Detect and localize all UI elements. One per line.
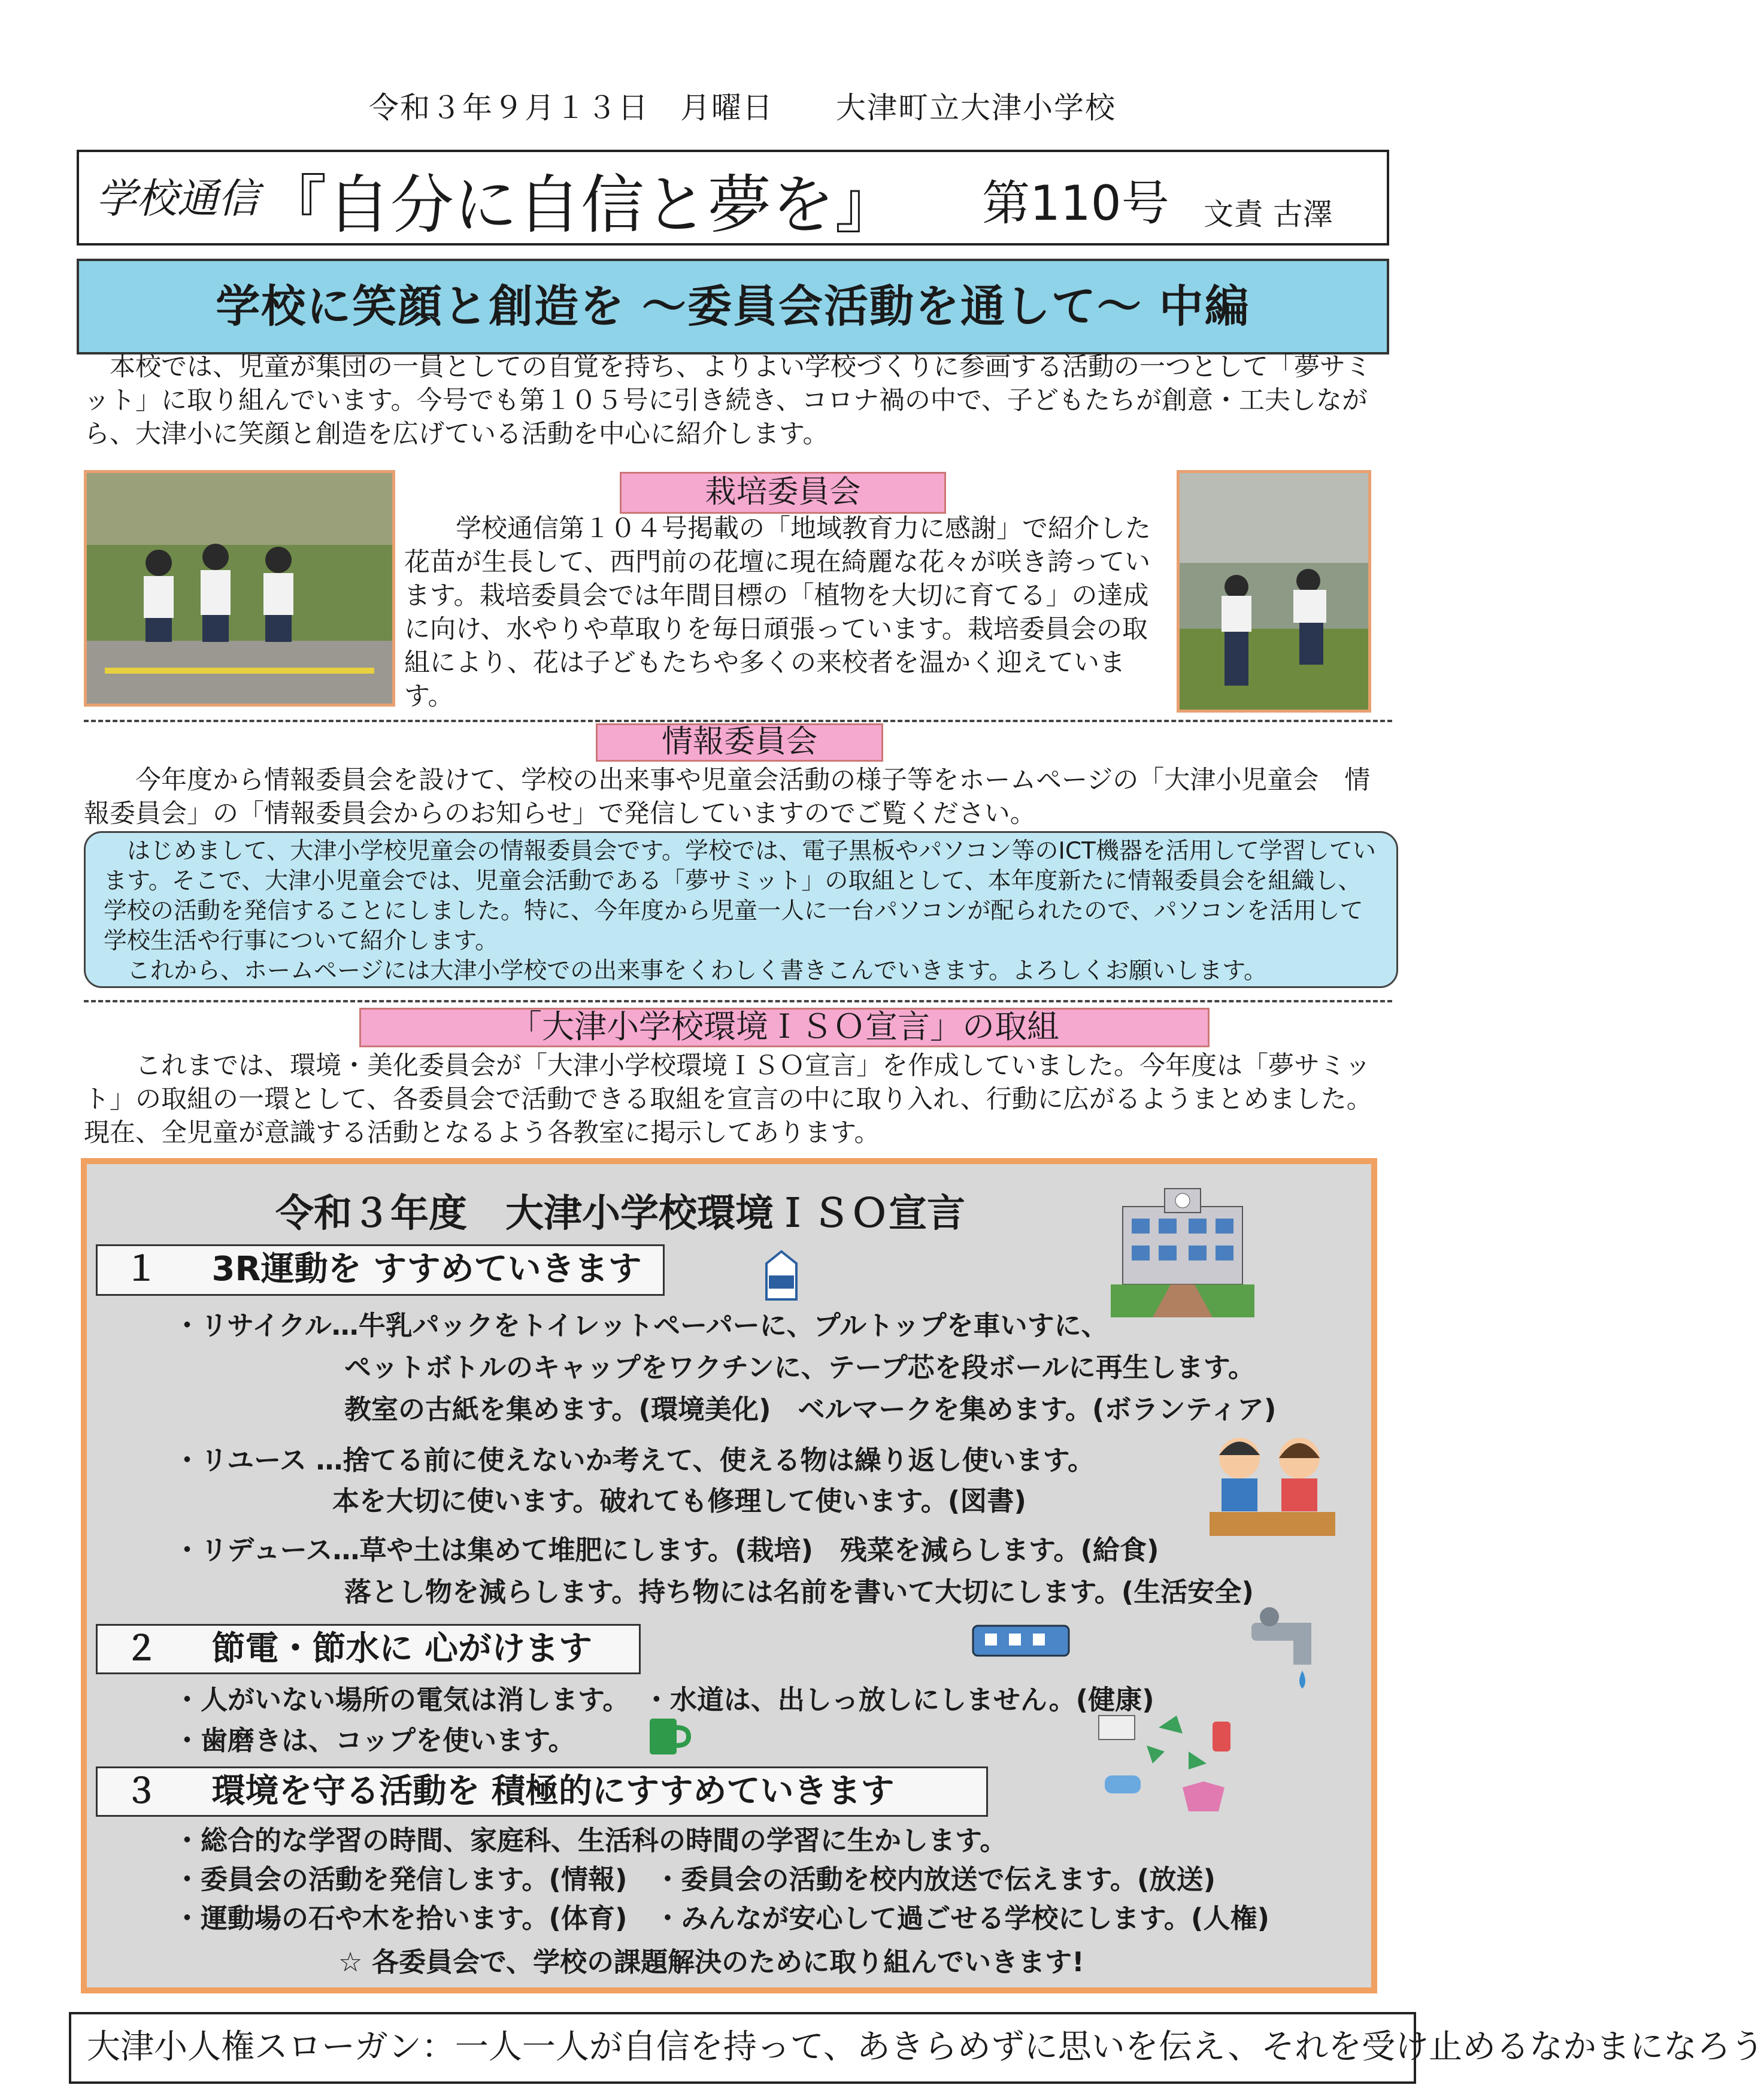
garden-photo-right xyxy=(1177,470,1371,713)
section-3-note: ☆ 各委員会で、学校の課題解決のために取り組んでいきます! xyxy=(338,1946,1084,1978)
school-building-icon xyxy=(1111,1183,1260,1323)
power-strip-icon xyxy=(970,1611,1072,1667)
iso-body: これまでは、環境・美化委員会が「大津小学校環境ＩＳＯ宣言」を作成していました。今年度は「夢サミット」の取組の一環として、各委員会で活動できる取組を宣言の中に取り入れ、行動に広がるようまとめました。現在、全児童が意識する活動となるよう各教室に掲示してあります。 xyxy=(84,1051,1372,1148)
section-3-line-3: ・運動場の石や木を拾います。(体育) ・みんなが安心して過ごせる学校にします。(人権) xyxy=(174,1902,1270,1934)
garden-photo-left xyxy=(84,470,395,707)
section-1-line-5: 本を大切に使います。破れても修理して使います。(図書) xyxy=(332,1485,1026,1517)
section-1-line-1: ・リサイクル…牛乳パックをトイレットペーパーに、プルトップを車いすに、 xyxy=(174,1310,1108,1341)
section-3-number: ３ xyxy=(125,1772,158,1811)
recycle-items-icon xyxy=(1093,1710,1248,1832)
section-divider xyxy=(84,1000,1392,1002)
iso-panel-heading: 令和３年度 大津小学校環境ＩＳＯ宣言 xyxy=(275,1192,965,1236)
iso-section-2-tab xyxy=(96,1624,641,1674)
issue-date: 令和３年９月１３日 月曜日 大津町立大津小学校 xyxy=(369,90,1116,125)
section-1-title: 3R運動を すすめていきます xyxy=(211,1250,642,1289)
human-rights-slogan: 大津小人権スローガン：一人一人が自信を持って、あきらめずに思いを伝え、それを受け止めるなかまになろう xyxy=(69,2012,1416,2084)
info-box-paragraph-1: はじめまして、大津小学校児童会の情報委員会です。学校では、電子黒板やパソコン等のICT機器を活用して学習しています。そこで、大津小児童会では、児童会活動である「夢サミット」の取組として、本年度新たに情報委員会を組織し、学校の活動を発信することにしました。特に、今年度から児童一人に一台パソコンが配られたので、パソコンを活用して学校生活や行事について紹介します。 xyxy=(104,838,1376,954)
section-3-line-2: ・委員会の活動を発信します。(情報) ・委員会の活動を校内放送で伝えます。(放送) xyxy=(174,1863,1216,1895)
children-lunch-icon xyxy=(1204,1428,1341,1544)
section-divider xyxy=(84,720,1392,722)
section-1-line-6: ・リデュース…草や土は集めて堆肥にします。(栽培) 残菜を減らします。(給食) xyxy=(174,1534,1159,1566)
headline: 学校に笑顔と創造を ～委員会活動を通して～ 中編 xyxy=(77,259,1389,354)
section-3-title: 環境を守る活動を 積極的にすすめていきます xyxy=(211,1772,895,1811)
cup-icon xyxy=(644,1713,692,1763)
intro-paragraph: 本校では、児童が集団の一員としての自覚を持ち、よりよい学校づくりに参画する活動の一つとして「夢サミット」に取り組んでいます。今号でも第１０５号に引き続き、コロナ禍の中で、子どもたちが創意・工夫しながら、大津小に笑顔と創造を広げている活動を中心に紹介します。 xyxy=(84,352,1371,449)
milk-carton-icon xyxy=(760,1249,802,1305)
iso-title: 「大津小学校環境ＩＳＯ宣言」の取組 xyxy=(359,1008,1210,1047)
series-label: 学校通信 xyxy=(96,175,259,223)
newsletter-title: 『自分に自信と夢を』 xyxy=(263,168,898,242)
iso-section-3-tab xyxy=(96,1766,988,1817)
section-2-line-1: ・人がいない場所の電気は消します。 ・水道は、出しっ放しにしません。(健康) xyxy=(174,1684,1154,1716)
section-2-number: ２ xyxy=(125,1629,158,1668)
iso-section-1-tab xyxy=(96,1244,665,1296)
information-title: 情報委員会 xyxy=(596,723,883,762)
information-message-box xyxy=(84,831,1398,988)
info-box-paragraph-2: これから、ホームページには大津小学校での出来事をくわしく書きこんでいきます。よろしくお願いします。 xyxy=(127,957,1267,984)
section-1-line-4: ・リユース …捨てる前に使えないか考えて、使える物は繰り返し使います。 xyxy=(174,1444,1095,1476)
children-weeding-icon xyxy=(1180,473,1368,710)
section-1-number: １ xyxy=(125,1250,158,1289)
cultivation-body: 学校通信第１０４号掲載の「地域教育力に感謝」で紹介した花苗が生長して、西門前の花壇に現在綺麗な花々が咲き誇っています。栽培委員会では年間目標の「植物を大切に育てる」の達成に向け、水やりや草取りを毎日頑張っています。栽培委員会の取組により、花は子どもたちや多くの来校者を温かく迎えています。 xyxy=(404,514,1151,711)
cultivation-title: 栽培委員会 xyxy=(620,472,946,514)
author: 文責 古澤 xyxy=(1204,197,1333,232)
issue-number: 第110号 xyxy=(982,175,1169,231)
section-2-line-2: ・歯磨きは、コップを使います。 xyxy=(174,1725,575,1756)
section-2-title: 節電・節水に 心がけます xyxy=(211,1629,592,1668)
faucet-icon xyxy=(1245,1605,1329,1697)
information-body: 今年度から情報委員会を設けて、学校の出来事や児童会活動の様子等をホームページの「大津小児童会 情報委員会」の「情報委員会からのお知らせ」で発信していますのでご覧ください。 xyxy=(84,765,1371,829)
section-1-line-2: ペットボトルのキャップをワクチンに、テープ芯を段ボールに再生します。 xyxy=(344,1351,1256,1383)
section-1-line-7: 落とし物を減らします。持ち物には名前を書いて大切にします。(生活安全) xyxy=(344,1576,1254,1608)
section-1-line-3: 教室の古紙を集めます。(環境美化) ベルマークを集めます。(ボランティア) xyxy=(344,1393,1277,1425)
section-3-line-1: ・総合的な学習の時間、家庭科、生活科の時間の学習に生かします。 xyxy=(174,1825,1007,1856)
children-at-flowerbed-icon xyxy=(87,473,392,704)
